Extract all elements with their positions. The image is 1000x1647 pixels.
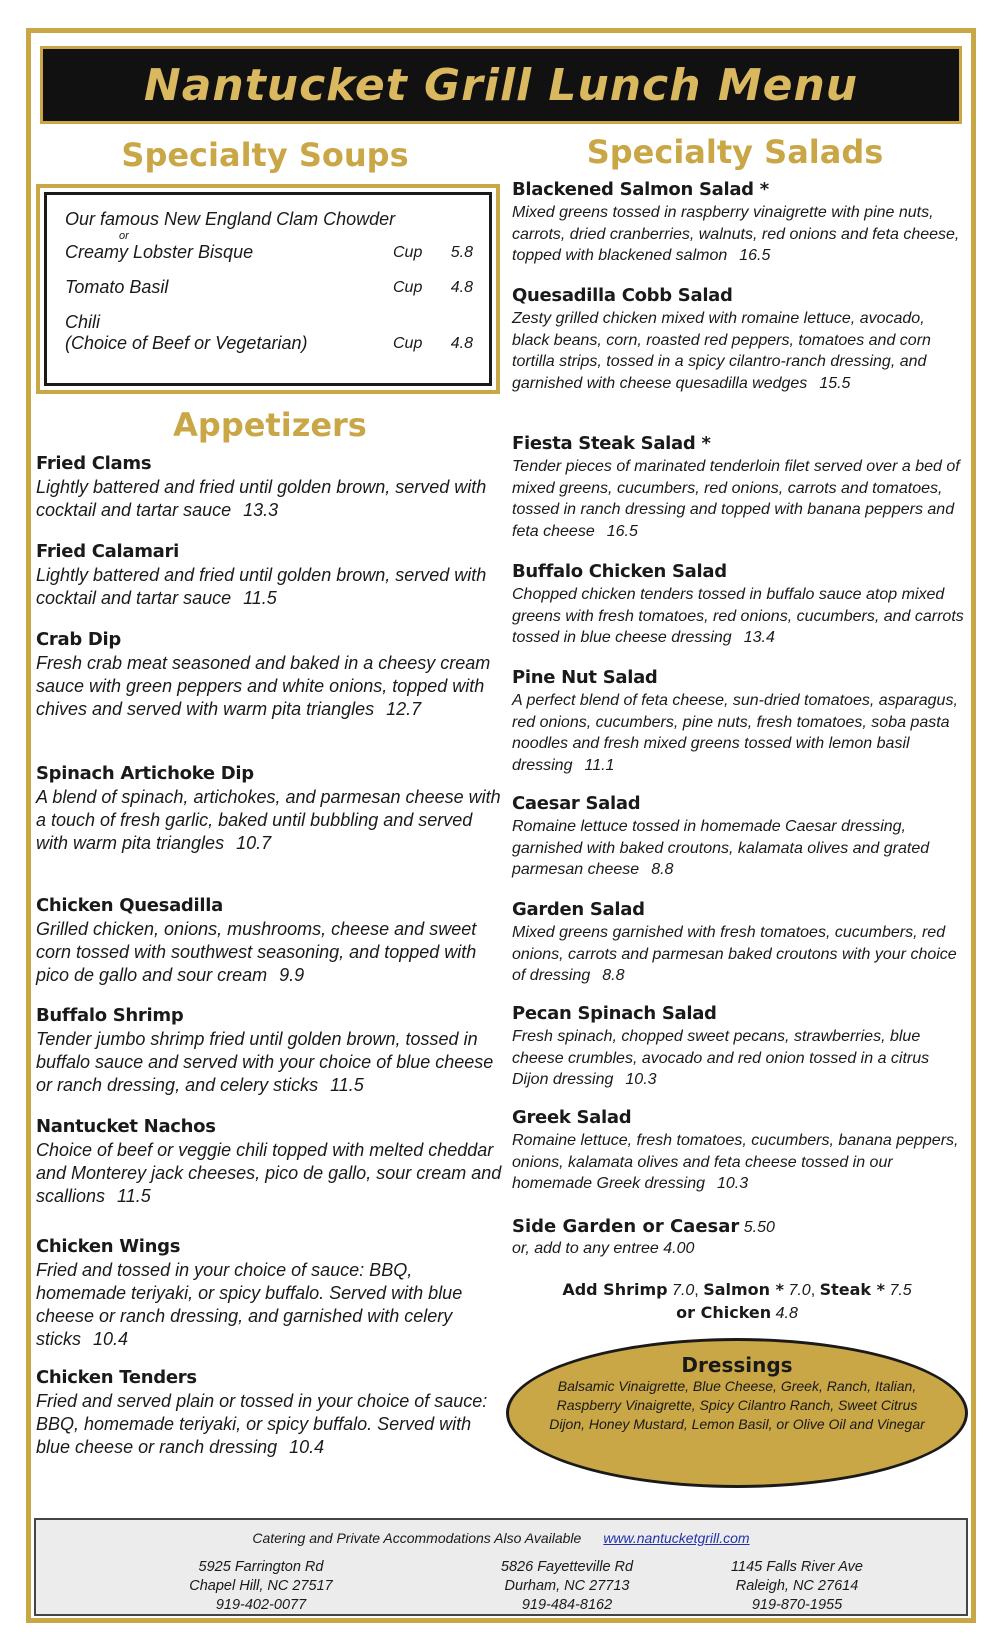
dressings-oval	[506, 1338, 968, 1488]
side-entree-price: 4.00	[663, 1240, 695, 1257]
side-entree-note: or, add to any entree	[512, 1240, 659, 1257]
salad-item	[512, 898, 964, 987]
item-price: 10.3	[716, 1175, 749, 1192]
soup-or: or	[119, 230, 129, 242]
item-description: Fried and tossed in your choice of sauce: BBQ, homemade teriyaki, or spicy buffalo. Served with blue cheese or ranch dressing, and garnished with celery sticks 10.4	[36, 1260, 463, 1349]
location-street: 5826 Fayetteville Rd	[500, 1559, 634, 1575]
item-price: 16.5	[739, 247, 771, 264]
location-phone: 919-870-1955	[751, 1597, 843, 1613]
location-city: Chapel Hill, NC 27517	[189, 1578, 333, 1594]
salad-item	[512, 560, 964, 649]
item-price: 12.7	[386, 699, 422, 719]
appetizer-item	[36, 540, 506, 610]
salad-item	[512, 1106, 964, 1195]
item-price: 13.3	[243, 500, 279, 520]
item-description: Romaine lettuce tossed in homemade Caesar dressing, garnished with baked croutons, kalamata olives and grated parmesan cheese 8.8	[512, 818, 930, 878]
appetizer-item	[36, 452, 506, 522]
item-description: Fresh crab meat seasoned and baked in a cheesy cream sauce with green peppers and white onions, topped with chives and served with warm pita triangles 12.7	[36, 653, 491, 719]
location-raleigh	[682, 1558, 912, 1615]
item-name: Fiesta Steak Salad *	[512, 433, 711, 454]
item-name: Spinach Artichoke Dip	[36, 763, 254, 784]
soup-chili	[65, 312, 473, 333]
item-price: 10.7	[236, 833, 272, 853]
appetizer-item	[36, 1235, 506, 1351]
appetizer-item	[36, 1366, 506, 1459]
soup-price: 4.8	[450, 335, 473, 352]
salad-item	[512, 284, 964, 394]
side-salad	[512, 1216, 962, 1259]
item-price: 10.3	[625, 1071, 657, 1088]
soup-name: Creamy Lobster Bisque	[65, 242, 254, 262]
addon-steak-price: 7.5	[889, 1282, 912, 1299]
addon-salmon: Salmon *	[703, 1280, 784, 1299]
location-street: 5925 Farrington Rd	[198, 1559, 324, 1575]
item-price: 16.5	[606, 522, 638, 540]
soup-chili-choice	[65, 333, 473, 354]
side-name: Side Garden or Caesar	[512, 1216, 740, 1237]
appetizer-item	[36, 628, 506, 721]
soup-tomato	[65, 277, 473, 298]
salads-heading: Specialty Salads	[586, 133, 884, 171]
item-name: Crab Dip	[36, 629, 121, 650]
item-description: A blend of spinach, artichokes, and parmesan cheese with a touch of fresh garlic, baked until bubbling and served with warm pita triangles 10.7	[36, 787, 501, 853]
item-price: 8.8	[602, 967, 625, 984]
item-description: Mixed greens tossed in raspberry vinaigrette with pine nuts, carrots, dried cranberries, walnuts, red onions and feta cheese, topped with blackened salmon 16.5	[512, 204, 960, 264]
item-price: 15.5	[819, 374, 851, 392]
location-chapel-hill	[146, 1558, 376, 1615]
item-name: Buffalo Chicken Salad	[512, 561, 727, 582]
item-price: 11.5	[117, 1186, 151, 1206]
footer-box	[34, 1518, 968, 1616]
footer-catering	[36, 1530, 966, 1546]
item-name: Nantucket Nachos	[36, 1116, 216, 1137]
item-description: Tender jumbo shrimp fried until golden brown, tossed in buffalo sauce and served with your choice of blue cheese or ranch dressing, and celery sticks 11.5	[36, 1029, 494, 1095]
soup-price: 4.8	[450, 279, 473, 296]
item-name: Chicken Wings	[36, 1236, 181, 1257]
dressings-title: Dressings	[681, 1353, 793, 1377]
salad-item	[512, 792, 964, 881]
soup-bisque	[65, 242, 473, 263]
appetizer-item	[36, 1004, 506, 1097]
addon-chicken-price: 4.8	[775, 1305, 798, 1322]
item-description: Romaine lettuce, fresh tomatoes, cucumbers, banana peppers, onions, kalamata olives and feta cheese tossed in our homemade Greek dressing 10.3	[512, 1132, 959, 1192]
item-description: Grilled chicken, onions, mushrooms, cheese and sweet corn tossed with southwest seasoning, and topped with pico de gallo and sour cream 9.9	[36, 919, 477, 985]
salad-item	[512, 178, 964, 267]
dressings-list: Balsamic Vinaigrette, Blue Cheese, Greek, Ranch, Italian, Raspberry Vinaigrette, Spicy Cilantro Ranch, Sweet Citrus Dijon, Honey Mustard, Lemon Basil, or Olive Oil and Vinegar	[549, 1378, 925, 1432]
item-price: 8.8	[651, 861, 674, 878]
catering-text: Catering and Private Accommodations Also Available	[252, 1530, 582, 1546]
item-price: 10.4	[93, 1329, 129, 1349]
item-price: 13.4	[743, 629, 775, 646]
item-price: 9.9	[279, 965, 305, 985]
item-name: Chicken Quesadilla	[36, 895, 223, 916]
soup-name: (Choice of Beef or Vegetarian)	[65, 333, 308, 353]
soup-size: Cup	[393, 244, 423, 261]
soup-size: Cup	[393, 279, 423, 296]
item-price: 11.5	[330, 1075, 364, 1095]
soups-box	[36, 184, 500, 394]
addon-shrimp: Add Shrimp	[562, 1280, 668, 1299]
item-name: Fried Clams	[36, 453, 152, 474]
location-city: Raleigh, NC 27614	[735, 1578, 859, 1594]
soup-price: 5.8	[450, 244, 473, 261]
item-name: Chicken Tenders	[36, 1367, 197, 1388]
soup-chowder	[65, 209, 473, 230]
soup-size: Cup	[393, 335, 423, 352]
location-durham	[452, 1558, 682, 1615]
addon-shrimp-price: 7.0	[672, 1282, 695, 1299]
item-description: A perfect blend of feta cheese, sun-dried tomatoes, asparagus, red onions, cucumbers, pine nuts, fresh tomatoes, soba pasta noodles and fresh mixed greens tossed with lemon basil dressing 11.1	[512, 692, 958, 774]
item-name: Pecan Spinach Salad	[512, 1003, 717, 1024]
item-description: Tender pieces of marinated tenderloin filet served over a bed of mixed greens, cucumbers, red onions, carrots and tomatoes, tossed in ranch dressing and topped with banana peppers and feta cheese 16.5	[512, 458, 960, 540]
appetizer-item	[36, 762, 506, 855]
location-city: Durham, NC 27713	[504, 1578, 630, 1594]
item-description: Choice of beef or veggie chili topped with melted cheddar and Monterey jack cheeses, pico de gallo, sour cream and scallions 11.5	[36, 1140, 502, 1206]
item-description: Chopped chicken tenders tossed in buffalo sauce atop mixed greens with fresh tomatoes, red onions, cucumbers, and carrots tossed in blue cheese dressing 13.4	[512, 586, 964, 646]
item-description: Lightly battered and fried until golden brown, served with cocktail and tartar sauce 13.3	[36, 477, 487, 520]
addon-chicken: or Chicken	[676, 1303, 772, 1322]
title-banner	[40, 46, 962, 124]
item-description: Fresh spinach, chopped sweet pecans, strawberries, blue cheese crumbles, avocado and red onion tossed in a citrus Dijon dressing 10.3	[512, 1028, 930, 1088]
item-name: Greek Salad	[512, 1107, 632, 1128]
item-description: Fried and served plain or tossed in your choice of sauce: BBQ, homemade teriyaki, or spicy buffalo. Served with blue cheese or ranch dressing 10.4	[36, 1391, 488, 1457]
appetizer-item	[36, 1115, 506, 1208]
location-phone: 919-402-0077	[215, 1597, 307, 1613]
item-description: Mixed greens garnished with fresh tomatoes, cucumbers, red onions, carrots and parmesan baked croutons with your choice of dressing 8.8	[512, 924, 957, 984]
side-price: 5.50	[743, 1219, 775, 1236]
addon-steak: Steak *	[819, 1280, 885, 1299]
item-name: Fried Calamari	[36, 541, 179, 562]
protein-addons: Add Shrimp 7.0, Salmon * 7.0, Steak * 7.5 or Chicken 4.8	[562, 1280, 912, 1322]
soup-name: Chili	[65, 312, 101, 332]
salad-item	[512, 1002, 964, 1091]
item-description: Zesty grilled chicken mixed with romaine lettuce, avocado, black beans, corn, roasted red peppers, tomatoes and corn tortilla strips, tossed in a spicy cilantro-ranch dressing, and garnished with cheese quesadilla wedges 15.5	[512, 310, 931, 392]
item-name: Pine Nut Salad	[512, 667, 658, 688]
soup-name: Tomato Basil	[65, 277, 169, 297]
item-price: 11.1	[584, 756, 615, 774]
menu-title: Nantucket Grill Lunch Menu	[143, 59, 859, 111]
soups-inner	[44, 192, 492, 386]
appetizers-heading: Appetizers	[173, 406, 367, 444]
salad-item	[512, 666, 964, 776]
item-name: Garden Salad	[512, 899, 645, 920]
item-name: Buffalo Shrimp	[36, 1005, 184, 1026]
item-price: 10.4	[289, 1437, 325, 1457]
salad-item	[512, 432, 964, 542]
appetizer-item	[36, 894, 506, 987]
website-link[interactable]: www.nantucketgrill.com	[603, 1530, 750, 1546]
location-street: 1145 Falls River Ave	[731, 1559, 863, 1575]
addon-salmon-price: 7.0	[788, 1282, 811, 1299]
item-name: Blackened Salmon Salad *	[512, 179, 769, 200]
item-name: Quesadilla Cobb Salad	[512, 285, 733, 306]
item-description: Lightly battered and fried until golden brown, served with cocktail and tartar sauce 11.5	[36, 565, 487, 608]
location-phone: 919-484-8162	[521, 1597, 613, 1613]
soup-name: Our famous New England Clam Chowder	[65, 209, 396, 229]
item-price: 11.5	[243, 588, 277, 608]
item-name: Caesar Salad	[512, 793, 641, 814]
soups-heading: Specialty Soups	[121, 136, 409, 174]
